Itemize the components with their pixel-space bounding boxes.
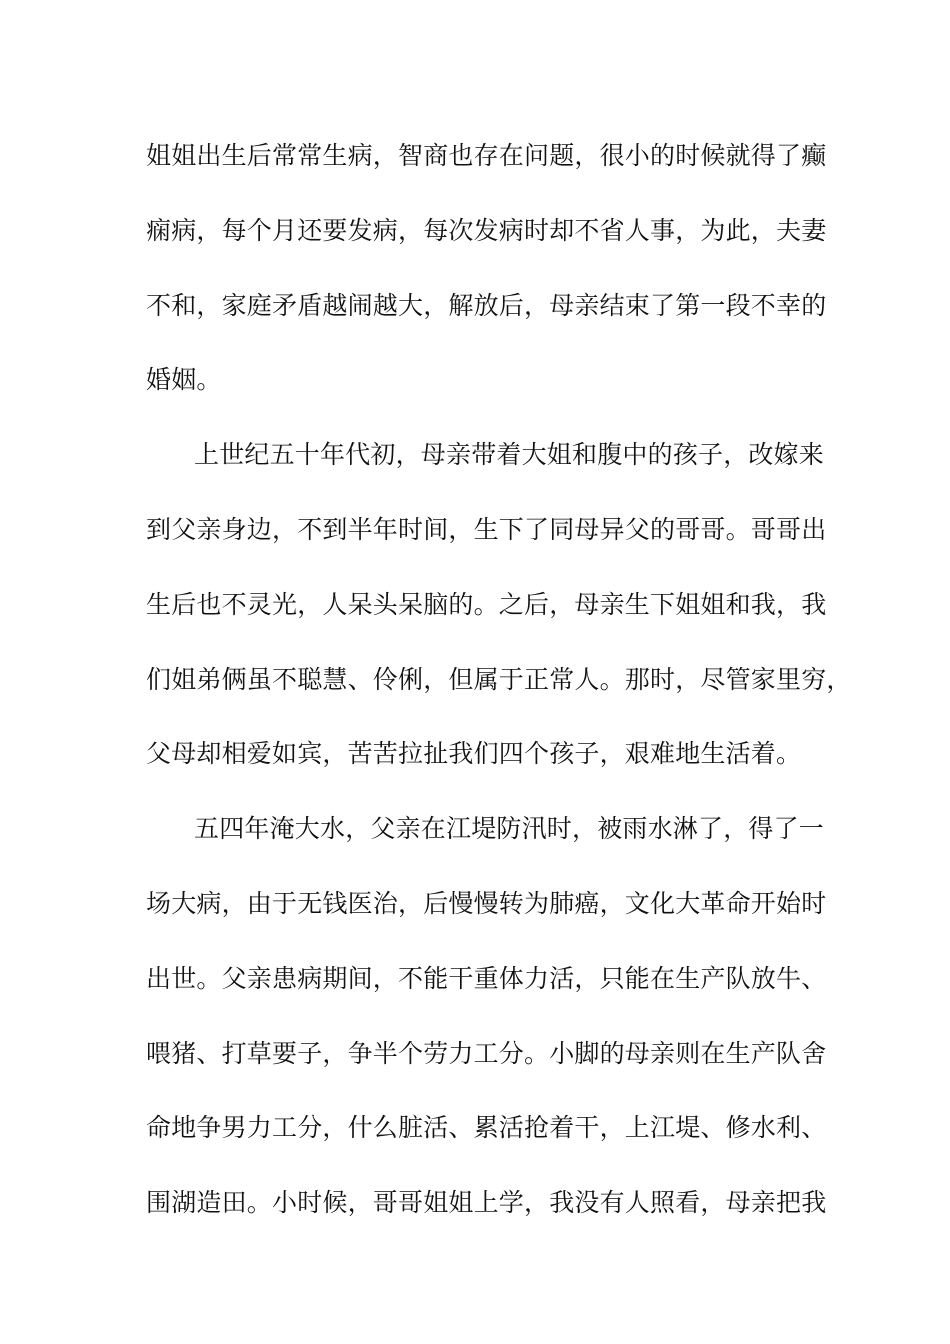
paragraph-2 (146, 430, 852, 804)
body-text (146, 131, 852, 1253)
text-line: 场大病，由于无钱医治，后慢慢转为肺癌，文化大革命开始时 (146, 888, 827, 918)
text-line: 们姐弟俩虽不聪慧、伶俐，但属于正常人。那时，尽管家里穷， (146, 664, 852, 694)
text-line: 痫病，每个月还要发病，每次发病时却不省人事，为此，夫妻 (146, 215, 827, 245)
text-line: 不和，家庭矛盾越闹越大，解放后，母亲结束了第一段不幸的 (146, 290, 827, 320)
text-line: 父母却相爱如宾，苦苦拉扯我们四个孩子，艰难地生活着。 (146, 739, 802, 769)
paragraph-1 (146, 131, 826, 430)
text-line: 喂猪、打草要子，争半个劳力工分。小脚的母亲则在生产队舍 (146, 1038, 827, 1068)
text-line: 出世。父亲患病期间，不能干重体力活，只能在生产队放牛、 (146, 963, 827, 993)
text-line: 姐姐出生后常常生病，智商也存在问题，很小的时候就得了癫 (146, 141, 827, 170)
paragraph-3 (146, 804, 826, 1253)
text-line: 生后也不灵光，人呆头呆脑的。之后，母亲生下姐姐和我，我 (146, 589, 827, 619)
text-line: 到父亲身边，不到半年时间，生下了同母异父的哥哥。哥哥出 (146, 514, 827, 544)
text-line: 婚姻。 (146, 365, 222, 395)
text-line: 五四年淹大水，父亲在江堤防汛时，被雨水淋了，得了一 (194, 814, 825, 844)
text-line: 命地争男力工分，什么脏活、累活抢着干，上江堤、修水利、 (146, 1113, 827, 1143)
text-line: 围湖造田。小时候，哥哥姐姐上学，我没有人照看，母亲把我 (146, 1188, 827, 1218)
text-line: 上世纪五十年代初，母亲带着大姐和腹中的孩子，改嫁来 (194, 440, 825, 470)
